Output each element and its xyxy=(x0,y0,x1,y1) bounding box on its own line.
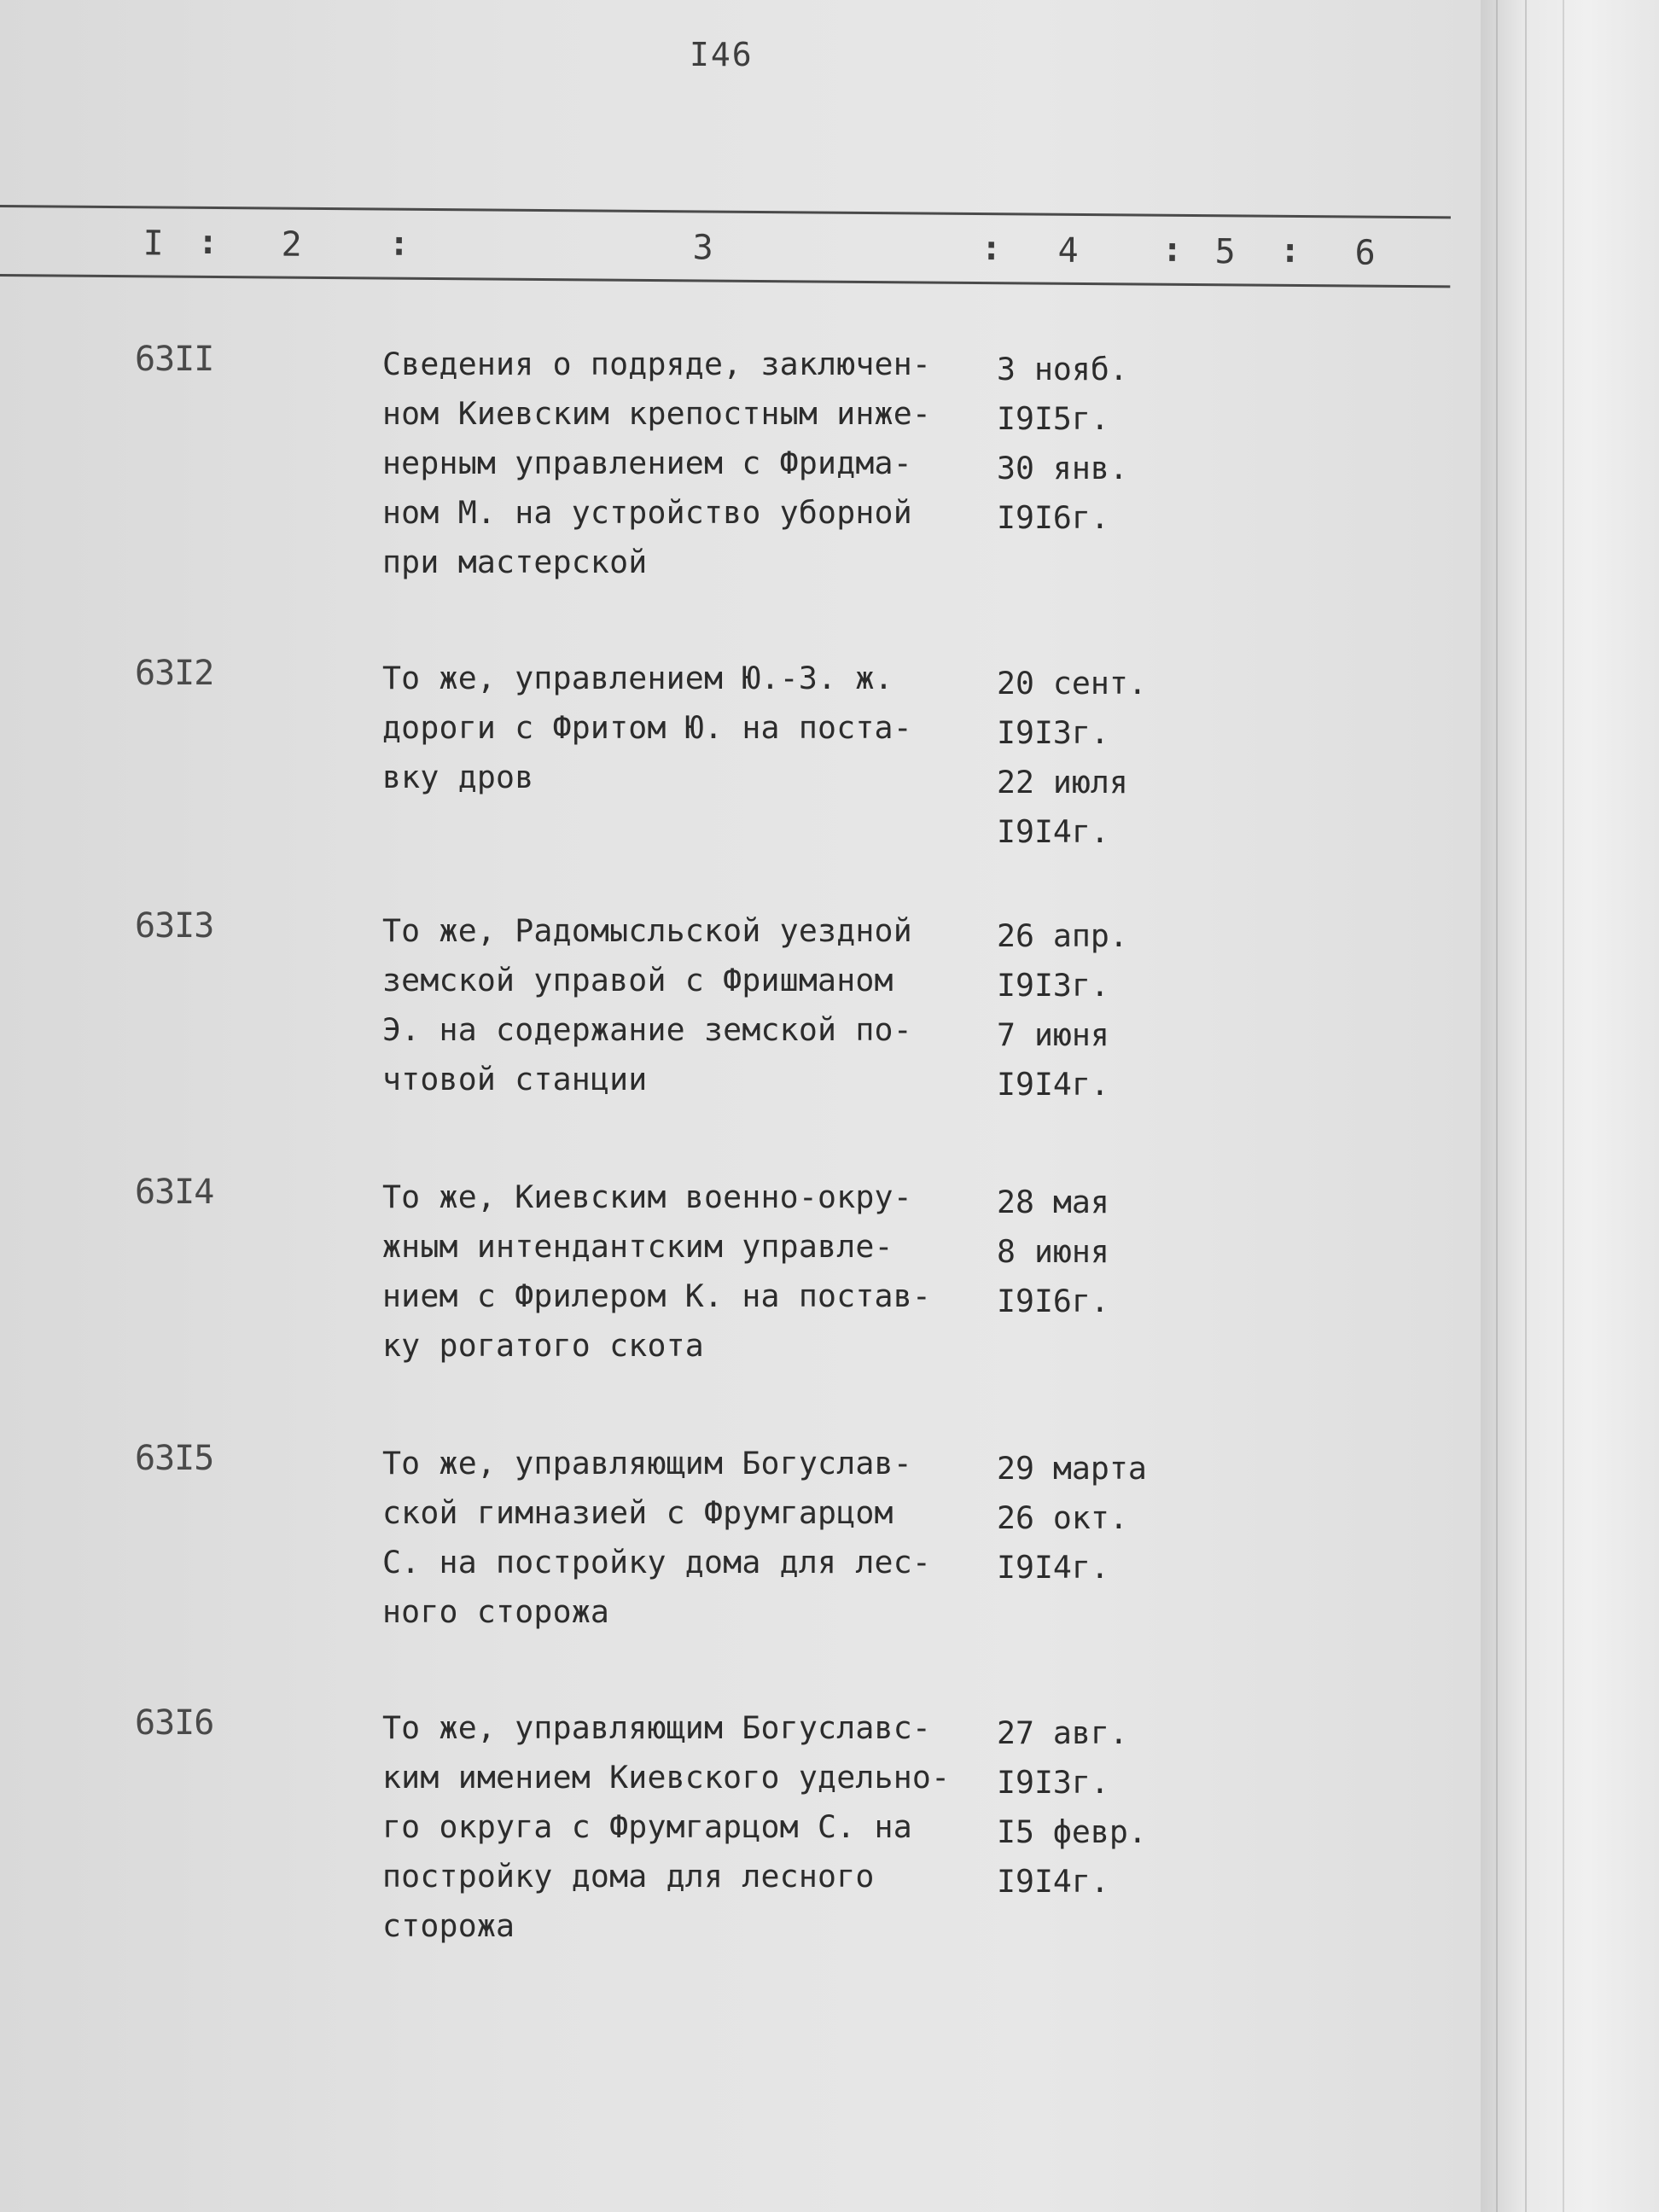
entry-number: 63I4 xyxy=(135,1173,214,1212)
entry-dates: 26 апр. I9I3г. 7 июня I9I4г. xyxy=(997,917,1128,1103)
header-col-5: 5 xyxy=(1214,232,1236,272)
header-separator: : xyxy=(981,229,1002,269)
entry-number: 63I5 xyxy=(135,1439,214,1478)
entry-dates: 20 сент. I9I3г. 22 июля I9I4г. xyxy=(997,665,1147,850)
header-separator: : xyxy=(388,224,410,264)
header-col-1: I xyxy=(143,224,164,264)
header-col-2: 2 xyxy=(281,224,302,265)
entry-number: 63I3 xyxy=(135,906,214,946)
column-header xyxy=(0,205,1451,288)
page-number: I46 xyxy=(690,36,754,73)
header-col-4: 4 xyxy=(1057,230,1079,271)
entry-description: То же, управлением Ю.-З. ж. дороги с Фритом Ю. на поста- вку дров xyxy=(382,660,912,795)
entry-dates: 29 марта 26 окт. I9I4г. xyxy=(997,1450,1147,1586)
header-separator: : xyxy=(1279,230,1301,271)
entry-dates: 27 авг. I9I3г. I5 февр. I9I4г. xyxy=(997,1714,1147,1900)
entry-number: 63I2 xyxy=(135,654,214,693)
entry-description: То же, управляющим Богуславс- ким имением Киевского удельно- го округа с Фрумгарцом С. на постройку дома для лесного сторожа xyxy=(382,1709,951,1944)
entry-description: То же, управляющим Богуслав- ской гимназией с Фрумгарцом С. на постройку дома для лес- ного сторожа xyxy=(382,1445,932,1630)
header-col-3: 3 xyxy=(692,228,713,268)
entry-description: То же, Киевским военно-окру- жным интендантским управле- нием с Фрилером К. на постав- ку рогатого скота xyxy=(382,1179,932,1364)
entry-description: Сведения о подряде, заключен- ном Киевским крепостным инже- нерным управлением с Фридма- ном М. на устройство уборной при мастерской xyxy=(382,346,932,580)
header-separator: : xyxy=(1161,230,1183,270)
entry-description: То же, Радомысльской уездной земской управой с Фришманом Э. на содержание земской по- чтовой станции xyxy=(382,912,912,1097)
page-stack-edge xyxy=(1481,0,1659,2212)
entry-dates: 28 мая 8 июня I9I6г. xyxy=(997,1184,1109,1319)
header-col-6: 6 xyxy=(1354,233,1376,273)
header-separator: : xyxy=(197,222,218,263)
page-edge-line xyxy=(1525,0,1527,2212)
entry-dates: 3 нояб. I9I5г. 30 янв. I9I6г. xyxy=(997,351,1128,536)
page-edge-line xyxy=(1563,0,1564,2212)
page-edge-line xyxy=(1496,0,1498,2212)
entry-number: 63II xyxy=(135,340,214,379)
entry-number: 63I6 xyxy=(135,1703,214,1743)
